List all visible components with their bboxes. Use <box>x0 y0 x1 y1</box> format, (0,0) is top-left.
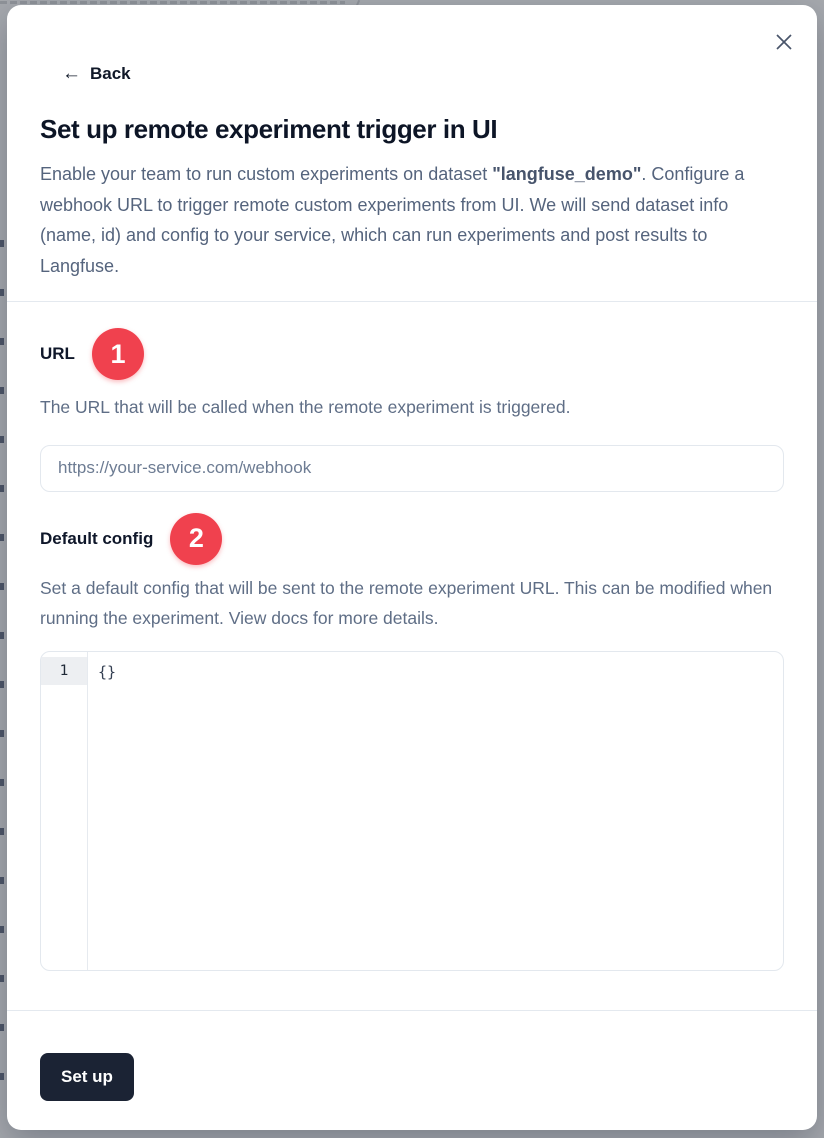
url-label: URL <box>40 344 75 363</box>
config-code-editor <box>40 651 784 971</box>
url-input[interactable] <box>40 445 784 492</box>
description-text-after: . Configure a webhook URL to trigger remote custom experiments from UI. We will send dataset info (name, id) and config to your service, which can run experiments and post results to Langfuse. <box>40 164 745 276</box>
config-label-row <box>40 513 784 565</box>
dialog-title: Set up remote experiment trigger in UI <box>40 114 498 144</box>
step-1-badge: 1 <box>92 328 144 380</box>
dialog-header <box>7 5 817 281</box>
dialog-description <box>40 159 775 281</box>
url-label-row <box>40 328 784 380</box>
remote-experiment-setup-dialog <box>7 5 817 1130</box>
close-icon <box>774 32 794 52</box>
step-2-badge: 2 <box>170 513 222 565</box>
dialog-body <box>7 302 817 1010</box>
back-arrow-icon: ← <box>62 63 81 84</box>
back-label: Back <box>90 64 131 83</box>
dialog-footer <box>7 1011 817 1131</box>
editor-line-number: 1 <box>41 657 87 685</box>
back-link[interactable] <box>62 63 131 85</box>
description-text-before: Enable your team to run custom experiments on dataset <box>40 164 493 184</box>
default-config-label: Default config <box>40 528 154 548</box>
background-page-fragment <box>0 240 4 1095</box>
editor-code-area[interactable]: {} <box>98 662 117 681</box>
editor-gutter <box>41 652 88 970</box>
set-up-button[interactable]: Set up <box>40 1053 134 1101</box>
dataset-name: "langfuse_demo" <box>492 164 642 184</box>
config-help-text: Set a default config that will be sent to the remote experiment URL. This can be modified when running the experiment. View docs for more details. <box>40 577 773 628</box>
url-help-text: The URL that will be called when the remote experiment is triggered. <box>40 397 571 417</box>
close-button[interactable] <box>768 26 800 58</box>
background-page-fragment <box>0 1 345 4</box>
